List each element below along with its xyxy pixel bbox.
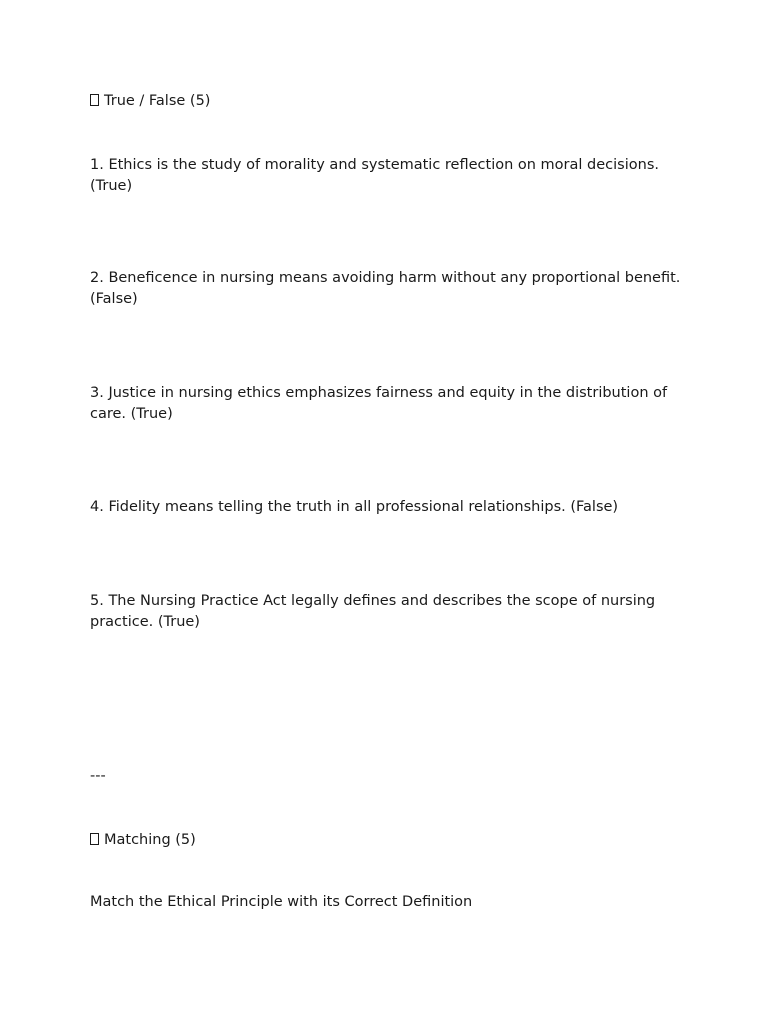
true-false-heading: True / False (5)	[90, 91, 690, 112]
matching-heading: Matching (5)	[90, 830, 690, 851]
tf-item-4: 4. Fidelity means telling the truth in all professional relationships. (False)	[90, 499, 619, 515]
matching-instruction: Match the Ethical Principle with its Correct Definition	[90, 894, 473, 910]
section-separator: ---	[90, 768, 106, 784]
tf-item-3: 3. Justice in nursing ethics emphasizes fairness and equity in the distribution of care. (True)	[90, 385, 668, 422]
tf-item-1: 1. Ethics is the study of morality and systematic reflection on moral decisions. (True)	[90, 157, 659, 194]
missing-glyph-icon	[90, 833, 99, 845]
tf-item-5: 5. The Nursing Practice Act legally defines and describes the scope of nursing practice. (True)	[90, 593, 656, 630]
tf-item-2: 2. Beneficence in nursing means avoiding harm without any proportional benefit. (False)	[90, 270, 681, 307]
missing-glyph-icon	[90, 94, 99, 106]
